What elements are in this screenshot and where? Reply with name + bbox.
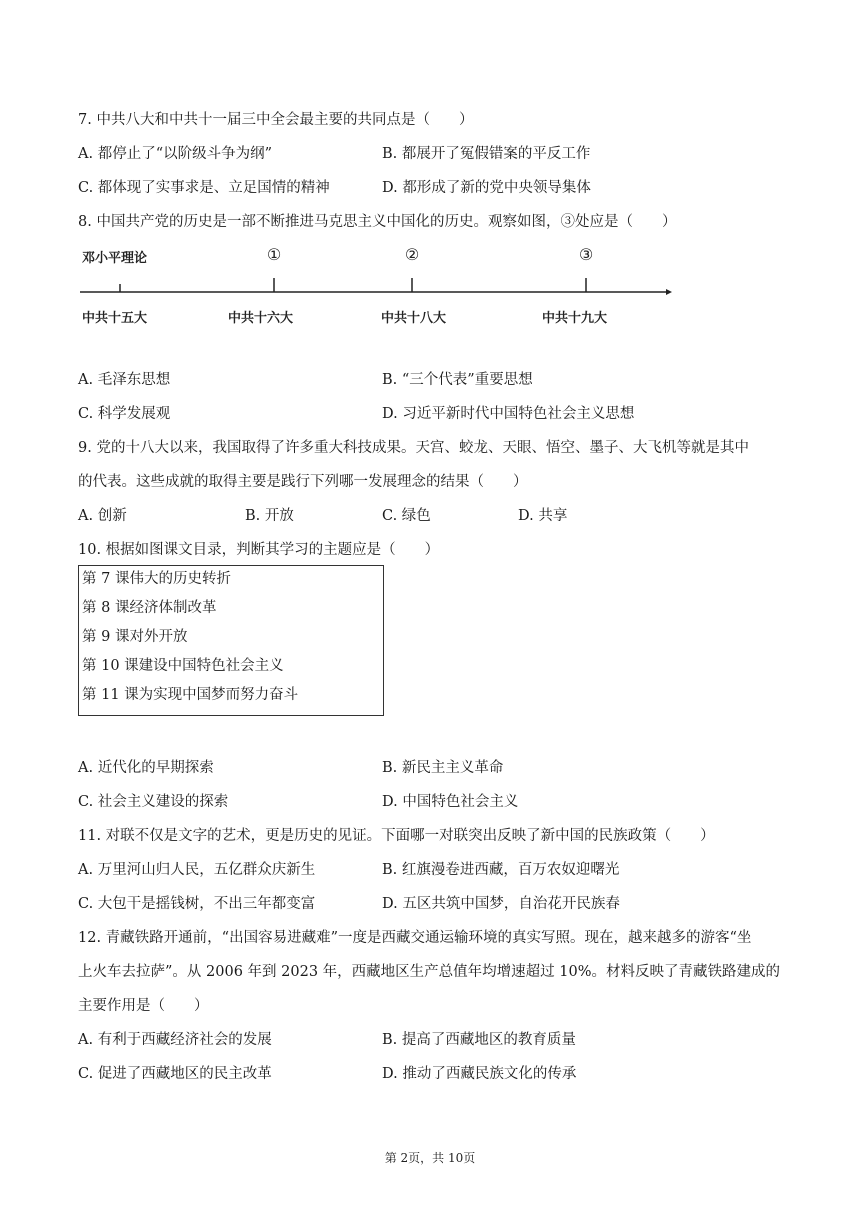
q11-option-a: A. 万里河山归人民，五亿群众庆新生 — [78, 862, 316, 878]
course-catalog-box — [78, 565, 384, 716]
timeline-figure — [78, 238, 678, 328]
q10-option-a: A. 近代化的早期探索 — [78, 760, 214, 776]
q8-option-b: B. “三个代表”重要思想 — [382, 372, 533, 388]
q9-option-a: A. 创新 — [78, 508, 127, 524]
q9-option-d: D. 共享 — [518, 508, 568, 524]
catalog-item: 第 11 课为实现中国梦而努力奋斗 — [82, 687, 299, 703]
timeline-top-label-3: ② — [404, 245, 420, 264]
q12-option-d: D. 推动了西藏民族文化的传承 — [382, 1066, 577, 1082]
q8-option-a: A. 毛泽东思想 — [78, 372, 171, 388]
q7-option-c: C. 都体现了实事求是、立足国情的精神 — [78, 180, 330, 196]
q8-stem: 8. 中国共产党的历史是一部不断推进马克思主义中国化的历史。观察如图，③处应是（ ） — [78, 214, 677, 230]
catalog-item: 第 8 课经济体制改革 — [82, 600, 217, 616]
q7-option-b: B. 都展开了冤假错案的平反工作 — [382, 146, 591, 162]
timeline-top-label-1: 邓小平理论 — [82, 251, 148, 266]
timeline-bottom-label-2: 中共十六大 — [228, 311, 294, 326]
q12-stem-line-2: 上火车去拉萨”。从 2006 年到 2023 年，西藏地区生产总值年均增速超过 10%。材料反映了青藏铁路建成的 — [78, 964, 780, 980]
page-footer: 第 2页，共 10页 — [384, 1151, 476, 1165]
catalog-item: 第 10 课建设中国特色社会主义 — [82, 658, 284, 674]
timeline-top-label-2: ① — [266, 245, 282, 264]
timeline-bottom-label-4: 中共十九大 — [542, 311, 608, 326]
q12-stem-line-3: 主要作用是（ ） — [78, 998, 209, 1014]
q11-stem: 11. 对联不仅是文字的艺术，更是历史的见证。下面哪一对联突出反映了新中国的民族政策（ ） — [78, 828, 715, 844]
q9-option-c: C. 绿色 — [382, 508, 431, 524]
q9-stem-line-2: 的代表。这些成就的取得主要是践行下列哪一发展理念的结果（ ） — [78, 474, 528, 490]
q10-option-d: D. 中国特色社会主义 — [382, 794, 519, 810]
q11-option-b: B. 红旗漫卷进西藏，百万农奴迎曙光 — [382, 862, 620, 878]
q10-stem: 10. 根据如图课文目录，判断其学习的主题应是（ ） — [78, 542, 440, 558]
catalog-item: 第 9 课对外开放 — [82, 629, 188, 645]
q8-option-c: C. 科学发展观 — [78, 406, 171, 422]
q10-option-b: B. 新民主主义革命 — [382, 760, 504, 776]
timeline-bottom-label-1: 中共十五大 — [82, 311, 148, 326]
timeline-bottom-label-3: 中共十八大 — [381, 311, 447, 326]
timeline-arrow — [666, 289, 672, 295]
q12-option-c: C. 促进了西藏地区的民主改革 — [78, 1066, 272, 1082]
q12-option-a: A. 有利于西藏经济社会的发展 — [78, 1032, 272, 1048]
q7-option-d: D. 都形成了新的党中央领导集体 — [382, 180, 591, 196]
q9-option-b: B. 开放 — [245, 508, 294, 524]
catalog-item: 第 7 课伟大的历史转折 — [82, 571, 231, 587]
q9-stem-line-1: 9. 党的十八大以来，我国取得了许多重大科技成果。天宫、蛟龙、天眼、悟空、墨子、大飞机等就是其中 — [78, 440, 749, 456]
q7-stem: 7. 中共八大和中共十一届三中全会最主要的共同点是（ ） — [78, 112, 474, 128]
q12-option-b: B. 提高了西藏地区的教育质量 — [382, 1032, 576, 1048]
timeline-top-label-4: ③ — [578, 245, 594, 264]
q10-option-c: C. 社会主义建设的探索 — [78, 794, 229, 810]
q7-option-a: A. 都停止了“以阶级斗争为纲” — [78, 146, 273, 162]
q12-stem-line-1: 12. 青藏铁路开通前，“出国容易进藏难”一度是西藏交通运输环境的真实写照。现在，越来越多的游客“坐 — [78, 930, 752, 946]
q11-option-c: C. 大包干是摇钱树，不出三年都变富 — [78, 896, 316, 912]
q11-option-d: D. 五区共筑中国梦，自治花开民族春 — [382, 896, 620, 912]
q8-option-d: D. 习近平新时代中国特色社会主义思想 — [382, 406, 635, 422]
